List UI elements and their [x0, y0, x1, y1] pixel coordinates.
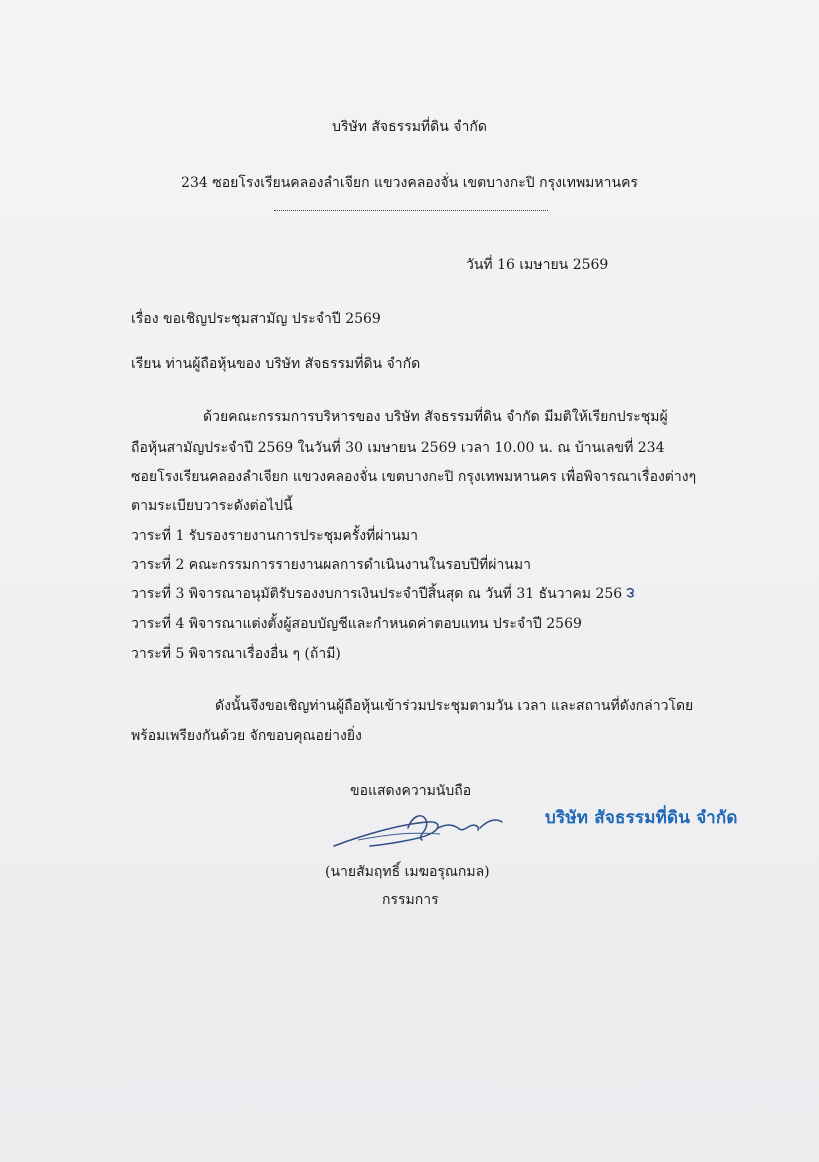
agenda-item: วาระที่ 3 พิจารณาอนุมัติรับรองงบการเงินประจำปีสิ้นสุด ณ วันที่ 31 ธันวาคม 256	[131, 586, 623, 602]
handwritten-digit-mark	[625, 587, 636, 598]
agenda-item: วาระที่ 5 พิจารณาเรื่องอื่น ๆ (ถ้ามี)	[131, 646, 341, 662]
letter-recipient: เรียน ท่านผู้ถือหุ้นของ บริษัท สัจธรรมที่ดิน จำกัด	[131, 356, 421, 372]
signatory-name: (นายสัมฤทธิ์ เมฆอรุณกมล)	[325, 864, 490, 880]
body-line: ด้วยคณะกรรมการบริหารของ บริษัท สัจธรรมที่ดิน จำกัด มีมติให้เรียกประชุมผู้	[203, 409, 668, 425]
body-line: ซอยโรงเรียนคลองลำเจียก แขวงคลองจั่น เขตบางกะปิ กรุงเทพมหานคร เพื่อพิจารณาเรื่องต่างๆ	[131, 469, 697, 485]
signature-image	[330, 806, 508, 854]
address-divider	[274, 210, 548, 211]
letter-subject: เรื่อง ขอเชิญประชุมสามัญ ประจำปี 2569	[131, 311, 381, 327]
body-line: ตามระเบียบวาระดังต่อไปนี้	[131, 498, 293, 514]
body-line: ถือหุ้นสามัญประจำปี 2569 ในวันที่ 30 เมษายน 2569 เวลา 10.00 น. ณ บ้านเลขที่ 234	[131, 440, 665, 456]
signatory-title: กรรมการ	[382, 892, 439, 908]
company-address: 234 ซอยโรงเรียนคลองลำเจียก แขวงคลองจั่น เขตบางกะปิ กรุงเทพมหานคร	[181, 175, 638, 191]
agenda-item: วาระที่ 4 พิจารณาแต่งตั้งผู้สอบบัญชีและกำหนดค่าตอบแทน ประจำปี 2569	[131, 616, 582, 632]
company-header: บริษัท สัจธรรมที่ดิน จำกัด	[332, 119, 487, 135]
agenda-item: วาระที่ 1 รับรองรายงานการประชุมครั้งที่ผ่านมา	[131, 528, 419, 544]
agenda-item: วาระที่ 2 คณะกรรมการรายงานผลการดำเนินงานในรอบปีที่ผ่านมา	[131, 557, 531, 573]
letter-date: วันที่ 16 เมษายน 2569	[466, 257, 609, 273]
sign-off: ขอแสดงความนับถือ	[350, 783, 472, 799]
company-stamp: บริษัท สัจธรรมที่ดิน จำกัด	[545, 808, 738, 828]
closing-line: พร้อมเพรียงกันด้วย จักขอบคุณอย่างยิ่ง	[131, 728, 362, 744]
closing-line: ดังนั้นจึงขอเชิญท่านผู้ถือหุ้นเข้าร่วมประชุมตามวัน เวลา และสถานที่ดังกล่าวโดย	[215, 698, 694, 714]
